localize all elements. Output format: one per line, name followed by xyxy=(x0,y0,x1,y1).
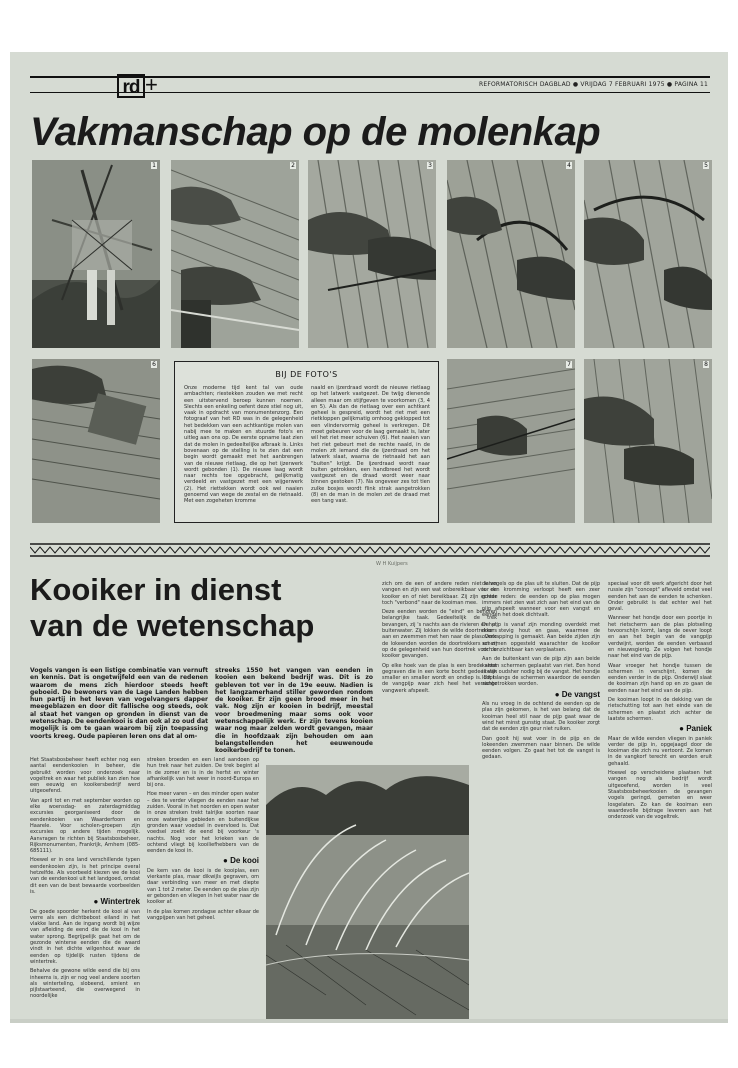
subhead-paniek: ● Paniek xyxy=(679,724,712,734)
body-paragraph: Behalve de gewone wilde eend die bij ons inheems is, zijn er nog veel andere soorten als winterteling, slobeend, smient en pijlstaarteend, die overwegend in noordelijke xyxy=(30,968,140,1000)
photo-6-reed-beater xyxy=(32,359,160,523)
masthead-line xyxy=(479,81,708,88)
body-paragraph: De goede spoorder herkent de kooi al van verre als een dichtbebost eiland in het vlakke land. Aan de ingang wordt bij wijze van afleiding de eend die de kooi in het water sprong. Begrijpelijk gaat het om de gezonde winterse eenden die de waard vindt in het dichte wilgenhout waar de eenden op tijdelijk rusten tijdens de wintertrek. xyxy=(30,908,140,965)
tightening-image xyxy=(584,359,712,523)
body-paragraph: Aan de buitenkant van de pijp zijn aan beide kanten schermen geplaatst van riet. Een hond is van oudsher nodig bij de vangst. Het hondje loopt langs de schermen waardoor de eenden aangetrokken worden. xyxy=(482,656,600,688)
photo-caption-box xyxy=(174,361,439,523)
body-paragraph: Waar vroeger het hondje tussen de schermen in verschijnt, komen de eenden verder in de pijp. Onderwijl slaat de kooiman zijn hand op en zo gaan de eenden naar het eind van de pijp. xyxy=(608,662,712,694)
subhead-de-kooi-label: De kooi xyxy=(230,856,259,866)
body-paragraph: streken broeden en een land aandoen op hun trek naar het zuiden. De trek begint al in de zomer en is in de herfst en winter afhankelijk van het weer in noord-Europa en bij ons. xyxy=(147,757,259,789)
photo-5-needle-pull xyxy=(584,160,712,348)
intro-text-col1: Vogels vangen is een listige combinatie van vernuft en kennis. Dat is ongetwijfeld een van de redenen waarom de mens zich hierdoor steeds heeft geboeid. De bewoners van de Lage Landen hebben hun partij in het leven van vogelvangers dapper meegeblazen en door dit fallische oog steeds, ook al staat het vangen op gronden in dienst van de wetenschap. De eendenkooi is dan ook al zo oud dat mogelijk is om te gaan waarom bij zijn toepassing voorts kreeg. Oude papieren leren ons dat al om- xyxy=(30,667,208,740)
body-paragraph: Hoe meer varen – en des minder open water – des te verder vliegen de eenden naar het zuiden. Vooral in het noorden en open water in onze streken trekt talrijke soorten naar onze waterrijke gebieden en buitendijkse gronden waar voedsel in overvloed is. Dat voedsel zoekt de eend bij voorkeur 's nachts. Nog voor het krieken van de ochtend vliegt bij kooiliefhebbers van de eenden de kooi in. xyxy=(147,791,259,855)
body-paragraph: In de plas komen zondagse achter elkaar de vangpijpen van het geheel. xyxy=(147,908,259,921)
body-column-3 xyxy=(382,581,497,697)
headline-kooiker-line2: van de wetenschap xyxy=(30,608,315,643)
duck-decoy-photo xyxy=(266,765,469,1023)
reed-beater-image xyxy=(32,359,160,523)
body-paragraph: Maar de wilde eenden vliegen in paniek verder de pijp in, opgejaagd door de kooiman die zich nu vertoont. Ze komen in de vangkorf terecht en worden eruit gehaald. xyxy=(608,735,712,767)
body-paragraph: Wanneer het hondje door een poortje in het rietscherm aan de plas plotseling tevoorschijn komt, langs de oever loopt en aan het begin van de vangpijp verdwijnt, worden de eenden verbaasd en nieuwsgierig. Ze volgen het hondje naar het eind van de pijp. xyxy=(608,615,712,660)
strip-text: W H Kuijpers xyxy=(376,561,408,567)
body-paragraph: De kern van de kooi is de kooiplas, een vierkante plas, maar dikwijls gegraven, om daar verbinding van meer en met diepte van 1 tot 2 meter. De eenden op de plas zijn er gebonden en vliegen in het water naar de kooiker af. xyxy=(147,867,260,906)
headline-vakmanschap: Vakmanschap op de molenkap xyxy=(30,110,601,154)
body-paragraph: Het Staatsbosbeheer heeft echter nog een aantal eendenkooien in beheer, die gebruikt worden voor onderzoek naar vogeltrek en waar het publiek kan zien hoe een eeuwig en kooikersbedrijf werd uitgeoefend. xyxy=(30,757,140,795)
wire-image xyxy=(447,359,575,523)
photo-4-curved-needle xyxy=(447,160,575,348)
photo-2-hands-reed xyxy=(171,160,299,348)
duck-decoy-image xyxy=(266,765,469,1023)
body-column-2 xyxy=(147,757,259,924)
masthead-separator: ● xyxy=(572,81,579,88)
page-number: PAGINA 11 xyxy=(674,81,708,88)
body-paragraph: De pijp is vanaf zijn monding overdekt met door stevig hout en gaas, waarmee de overkapping is gemaakt. Aan beide zijden zijn schermen opgesteld waarachter de kooiker zich onzichtbaar kan verplaatsen. xyxy=(482,621,600,653)
caption-title: BIJ DE FOTO'S xyxy=(275,370,338,379)
body-paragraph: Deze eenden worden de "eind" en behoren belangrijke taak. Gedeeltelijk de trek bevangen, zij 's nachts aan de rivieren en het buitenwater. Zij lokken de wilde doortrekkers aan en zwemmen met hen naar de plas. Door de lokeenden worden de doortrekkers en zij op de gelegenheid van hun doortrek voor de kooiker gevangen. xyxy=(382,609,497,660)
subhead-de-vangst-label: De vangst xyxy=(561,689,600,699)
body-paragraph: Dan gooit hij wat voer in de pijp en de lokeenden zwemmen naar binnen. De wilde eenden volgen. Zo gaat het tot de vangst is gedaan. xyxy=(482,735,600,761)
body-column-4 xyxy=(482,581,600,764)
photo-8-tightening xyxy=(584,359,712,523)
subhead-wintertrek-label: Wintertrek xyxy=(100,897,140,907)
photo-3-reed-needle xyxy=(308,160,436,348)
body-paragraph: zich om de een of andere reden niet laten vangen en zijn een wat onbereikbaar voor de kooiker en of niet bereikbaar. Zij zijn echter toch "verbond" naar de kooiman mee. xyxy=(382,581,497,606)
windmill-photo-image xyxy=(32,160,160,348)
page-bottom-edge xyxy=(10,1019,728,1023)
photo-1-windmill xyxy=(32,160,160,348)
masthead-separator: ● xyxy=(666,81,673,88)
subhead-paniek-label: Paniek xyxy=(686,724,712,734)
photo-number: 7 xyxy=(567,361,571,368)
body-paragraph: de vogels op de plas uit te sluiten. Dat de pijp is een kromming verloopt heeft een zeer goede reden: de eenden op de plas mogen immers niet zien wat zich aan het eind van de pijp afspeelt wanneer voor een vangst en eenden het doek dichtvalt. xyxy=(482,581,600,619)
photo-number: 3 xyxy=(428,162,432,169)
body-paragraph: Op elke hoek van de plas is een brede sloot gegraven die in een korte bocht gedeeltelijk smaller en smaller wordt en ondiep is. Dit is de vangpijp waar zich heel het verrichte vangwerk afspeelt. xyxy=(382,662,497,694)
photo-number: 5 xyxy=(704,162,708,169)
rd-logo xyxy=(117,72,157,100)
reed-hands-image xyxy=(171,160,299,348)
body-paragraph: Hoewel er in ons land verschillende typen eendenkooien zijn, is het principe overal hetzelfde. Als voorbeeld kiezen we de kooi van de eendenkooi uit het landgoed, omdat dit een van de best bewaarde voorbeelden is. xyxy=(30,857,140,895)
newspaper-name: REFORMATORISCH DAGBLAD xyxy=(478,81,571,88)
rd-logo-letters: rd xyxy=(117,74,145,98)
body-paragraph: Van april tot en met september worden op elke woensdag- en zaterdagmiddag excursies georganiseerd door de eendenkooien van Waarderfoorn en Haarele. Voor scholen-groepen zijn excursies op andere tijden mogelijk. Aanvragen te richten bij Staatsbosbeheer, Rijksmonumenten, Frankrijk, Arnhem (085-685111). xyxy=(30,797,140,855)
zigzag-divider xyxy=(30,543,710,557)
caption-text-left: Onze moderne tijd kent tal van oude ambachten; riestekken zouden we met recht een uitstervend beroep kunnen noemen. Slechts een enkeling oefent deze stiel nog uit, vaak in opdracht van monumentenzorg. Een fotograaf van het RD was in de gelegenheid het bedekken van een achtkantige molen van nabij mee te maken en stuurde foto's en uitleg aan ons op. De eerste opname laat zien dat de molen in gedeeltelijke afbraak is. Links bovenaan op de stelling is te zien dat een begin wordt gemaakt met het aanbrengen van de nieuwe rietlaag, die op het ijzerwerk wordt gebonden (1). De nieuwe laag wordt naar rechts toe opgebracht, gelijkmatig verdeeld en vastgezet met een wijgerwerk (2). Het riettekken wordt ook wel naaien genoemd van wege de zestal en de rietnaald. Met een zogeheten kromme xyxy=(184,385,303,505)
newspaper-page xyxy=(10,52,728,1023)
subhead-wintertrek: ● Wintertrek xyxy=(93,897,140,907)
curved-needle-image xyxy=(447,160,575,348)
body-paragraph: Hoewel op verscheidene plaatsen het vangen nog als bedrijf wordt uitgeoefend, worden in veel Staatsbosbeheerkooien de gevangen vogels geringd, gemeten en weer losgelaten. Zo kan de kooiman een waardevolle bijdrage leveren aan het onderzoek van de vogeltrek. xyxy=(608,770,712,821)
photo-number: 6 xyxy=(152,361,156,368)
rd-logo-plus: + xyxy=(145,72,158,97)
body-column-5 xyxy=(608,581,712,823)
headline-kooiker-line1: Kooiker in dienst xyxy=(30,572,282,607)
photo-7-wire xyxy=(447,359,575,523)
body-paragraph: speciaal voor dit werk afgericht door het russie zijn "concept" afleveld omdat veel eenden het aan de eenden te schenken. Onder gebruikt is dat echter wel het geval. xyxy=(608,581,712,613)
reed-needle-image xyxy=(308,160,436,348)
body-paragraph: De kooiman loopt in de dekking van de rietschutting tot aan het einde van de schermen en plaatst zich achter de laatste schermen. xyxy=(608,697,712,722)
photo-number: 1 xyxy=(152,162,156,169)
subhead-de-kooi: ● De kooi xyxy=(223,856,259,866)
photo-number: 8 xyxy=(704,361,708,368)
needle-pull-image xyxy=(584,160,712,348)
subhead-de-vangst: ● De vangst xyxy=(554,689,600,699)
body-column-1 xyxy=(30,757,140,1003)
body-paragraph: Als nu vroeg in de ochtend de eenden op de plas zijn gekomen, is het van belang dat de kooiman heel stil naar de pijp gaat waar de wind het minst gunstig staat. De kooiker zorgt dat de eenden zijn geur niet ruiken. xyxy=(482,701,600,733)
intro-text-col2: streeks 1550 het vangen van eenden in kooien een bekend bedrijf was. Dit is zo gebleven tot ver in de 19e eeuw. Nadien is het langzamerhand stiller geworden rondom de kooiker. Er zijn geen brood meer in het vak. Nog zijn er kooien in bedrijf, meestal voor broedmening maar soms ook voor wetenschappelijk werk. Er zijn tevens kooien waar nog maar zelden wordt gevangen, maar die in hoofdzaak zijn behouden om aan belangstellenden het eeuwenoude kooikerbedrijf te tonen. xyxy=(215,667,373,755)
photo-number: 2 xyxy=(291,162,295,169)
caption-text-right: naald en ijzerdraad wordt de nieuwe rietlaag op het latwerk vastgezet. De twijg dienende alleen maar om stijfgeven te voorkomen (3, 4 en 5). Als dan de rietlaag over een achtkant geheel is gespreid, wordt het riet met een rietkloppen gelijkmatig omhoog geklopped tot een vlindervormig geheel is verkregen. Dit moet gebeuren voor de laag gemaakt is, later wil het riet meer schuiven (6). Het naaien van het riet gebeurt met de rechte naald, in de molen zit iemand die de ijzerdraad om het latwerk slaat, waarna de rietnaald het aan "buiten" krijgt. De ijzerdraad wordt naar buiten getrokken, een handbreed het wordt vastgezet en de draad wordt weer naar binnen gestoken (7). Na ongeveer zes tot tien zulke bosjes wordt flink strak aangetrokken (8) en de man in de molen zet de draad met een tang vast. xyxy=(311,385,430,505)
photo-number: 4 xyxy=(567,162,571,169)
issue-date: VRIJDAG 7 FEBRUARI 1975 xyxy=(580,81,665,88)
headline-kooiker xyxy=(30,572,314,644)
